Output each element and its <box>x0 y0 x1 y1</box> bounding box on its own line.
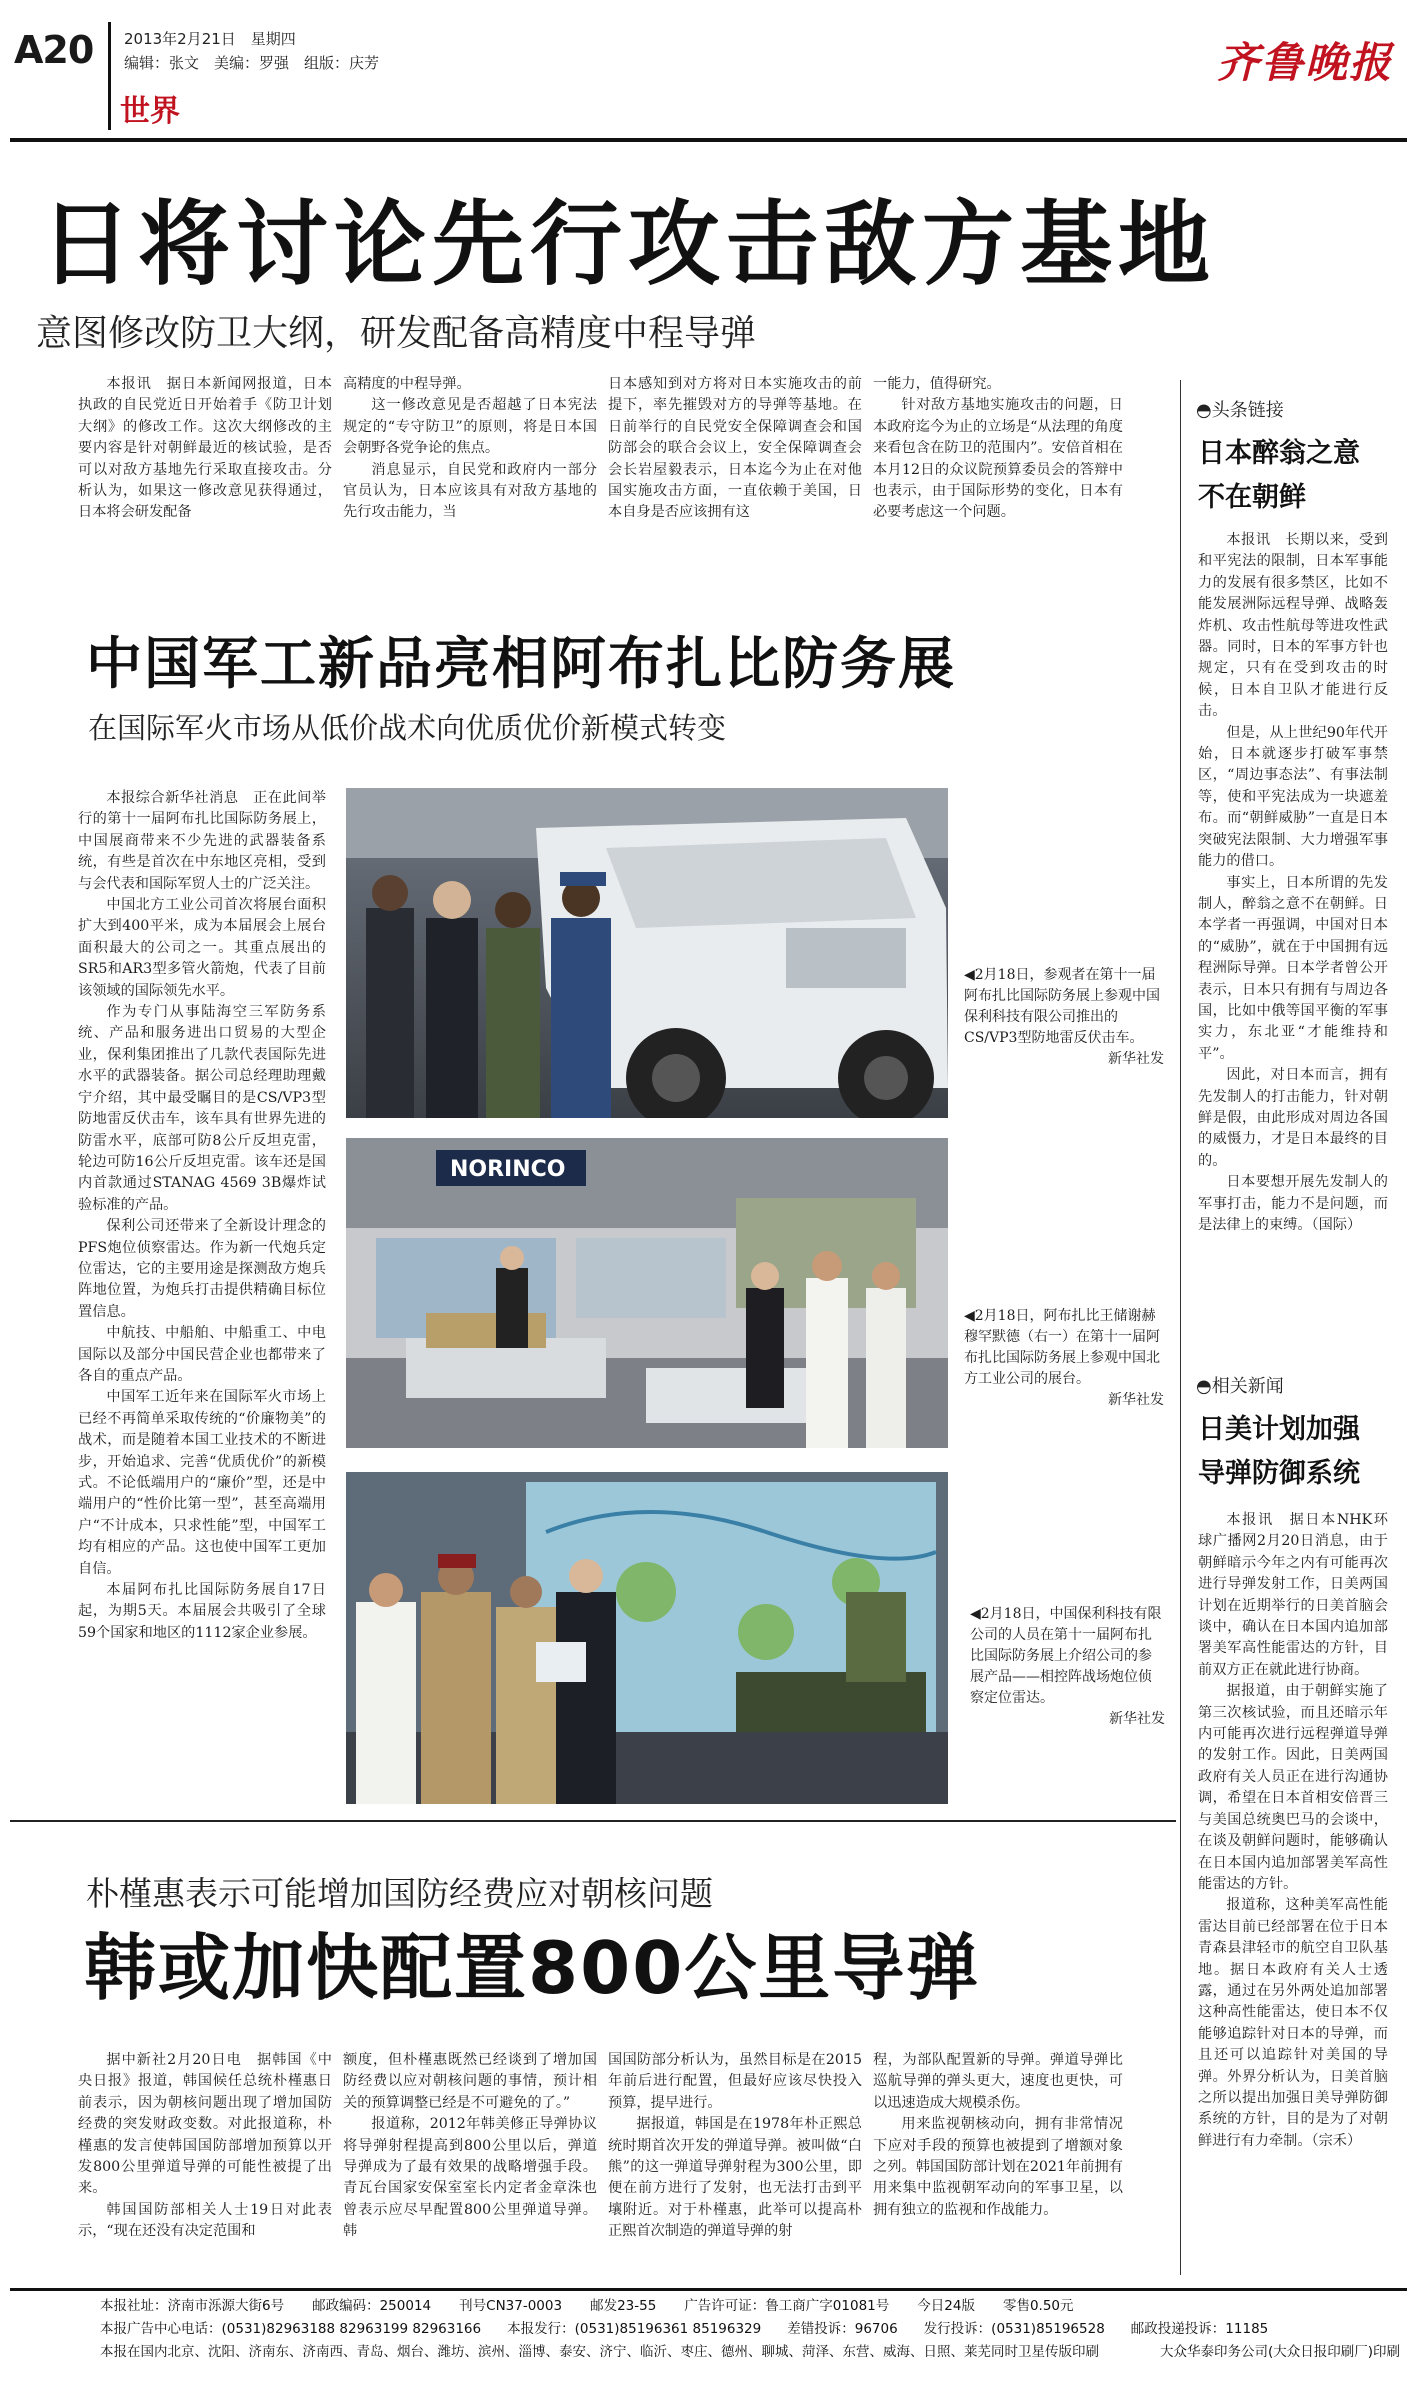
photo-armored-vehicle <box>346 788 948 1118</box>
lead-body-column <box>873 374 1123 564</box>
story2-headline: 中国军工新品亮相阿布扎比防务展 <box>86 632 956 697</box>
masthead-logo: 齐鲁晚报 <box>1216 38 1393 87</box>
paragraph: 针对敌方基地实施攻击的问题，日本政府迄今为止的立场是“从法理的角度来看包含在防卫的范围内”。安倍首相在本月12日的众议院预算委员会的答辩中也表示，由于国际形势的变化，日本有必要考虑这一个问题。 <box>873 397 1123 521</box>
footer-item: 本报社址：济南市泺源大街6号 <box>100 2298 285 2314</box>
header-rule <box>10 138 1407 142</box>
footer-rule <box>10 2288 1407 2291</box>
story3-headline: 韩或加快配置800公里导弹 <box>84 1926 981 2010</box>
paragraph: 但是，从上世纪90年代开始，日本就逐步打破军事禁区，“周边事态法”、有事法制等，使和平宪法成为一块遮羞布。而“朝鲜威胁”一直是日本突破宪法限制、大力增强军事能力的借口。 <box>1198 724 1388 870</box>
footer-item: 刊号CN37-0003 <box>459 2298 563 2314</box>
header-divider <box>108 22 111 130</box>
photo-caption-1: ◀2月18日，参观者在第十一届阿布扎比国际防务展上参观中国保利科技有限公司推出的CS/VP3型防地雷反伏击车。 新华社发 <box>964 967 1164 1067</box>
sidebar-body-2 <box>1198 1510 1388 2300</box>
story3-body-column <box>873 2050 1123 2272</box>
footer-item: 本报在国内北京、沈阳、济南东、济南西、青岛、烟台、潍坊、滨州、淄博、泰安、济宁、临沂、枣庄、德州、聊城、菏泽、东营、威海、日照、莱芜同时卫星传版印刷 <box>100 2344 1099 2360</box>
footer-row <box>100 2342 1400 2363</box>
norinco-sign: NORINCO <box>450 1157 566 1182</box>
lead-headline: 日将讨论先行攻击敌方基地 <box>40 191 1217 298</box>
circle-bullet-icon: ◓ <box>1196 400 1212 421</box>
paragraph: 因此，对日本而言，拥有先发制人的打击能力，针对朝鲜是假，由此形成对周边各国的威慑力，才是日本最终的目的。 <box>1198 1067 1388 1169</box>
paragraph: 日本感知到对方将对日本实施攻击的前提下，率先摧毁对方的导弹等基地。在日前举行的自民党安全保障调查会和国防部会的联合会议上，安全保障调查会会长岩屋毅表示，日本迄今为止在对他国实施攻击方面，一直依赖于美国，日本自身是否应该拥有这 <box>608 376 862 521</box>
paragraph: 日本要想开展先发制人的军事打击，能力不是问题，而是法律上的束缚。（国际） <box>1198 1174 1388 1233</box>
photo-caption-2: ◀2月18日，阿布扎比王储谢赫穆罕默德（右一）在第十一届阿布扎比国际防务展上参观中国北方工业公司的展台。 新华社发 <box>964 1308 1164 1408</box>
paragraph: 用来监视朝核动向，拥有非常情况下应对手段的预算也被提到了增额对象之列。韩国国防部计划在2021年前拥有用来集中监视朝军动向的军事卫星，以拥有独立的监视和作战能力。 <box>873 2116 1123 2218</box>
sidebar-headline-2: 日美计划加强 导弹防御系统 <box>1198 1414 1360 1489</box>
footer-item: 本报广告中心电话：(0531)82963188 82963199 82963166 <box>100 2321 482 2337</box>
paragraph: 保利公司还带来了全新设计理念的PFS炮位侦察雷达。作为新一代炮兵定位雷达，它的主要用途是探测敌方炮兵阵地位置，为炮兵打击提供精确目标位置信息。 <box>78 1218 326 1320</box>
paragraph: 本报讯 据日本新闻网报道，日本执政的自民党近日开始着手《防卫计划大纲》的修改工作。这次大纲修改的主要内容是针对朝鲜最近的核试验，是否可以对敌方基地先行采取直接攻击。分析认为，如果这一修改意见获得通过，日本将会研发配备 <box>78 376 332 521</box>
paragraph: 消息显示，自民党和政府内一部分官员认为，日本应该具有对敌方基地的先行攻击能力，当 <box>343 461 597 521</box>
footer-row <box>100 2296 1400 2317</box>
paragraph: 韩国国防部相关人士19日对此表示，“现在还没有决定范围和 <box>78 2201 332 2240</box>
paragraph: 报道称，2012年韩美修正导弹协议将导弹射程提高到800公里以后，弹道导弹成为了最有效果的战略增强手段。青瓦台国家安保室室长内定者金章洙也曾表示应尽早配置800公里弹道导弹。韩 <box>343 2116 597 2240</box>
paragraph: 本报讯 长期以来，受到和平宪法的限制，日本军事能力的发展有很多禁区，比如不能发展洲际远程导弹、战略轰炸机、攻击性航母等进攻性武器。同时，日本的军事方针也规定，只有在受到攻击的时候，日本自卫队才能进行反击。 <box>1198 532 1388 720</box>
sidebar-divider <box>1180 380 1181 2275</box>
sidebar-tag-1: ◓头条链接 <box>1196 400 1284 421</box>
story-divider <box>10 1820 1176 1822</box>
photo-norinco-booth <box>346 1138 948 1448</box>
photo-radar-display <box>346 1472 948 1804</box>
paragraph: 中航技、中船舶、中船重工、中电国际以及部分中国民营企业也都带来了各自的重点产品。 <box>78 1325 326 1384</box>
paragraph: 一能力，值得研究。 <box>873 376 1001 392</box>
footer-item: 差错投诉：96706 <box>787 2321 898 2337</box>
header-date: 2013年2月21日 星期四 <box>124 30 296 48</box>
lead-body-column <box>608 374 862 564</box>
story3-body-column <box>343 2050 597 2272</box>
paragraph: 高精度的中程导弹。 <box>343 376 471 392</box>
paragraph: 额度，但朴槿惠既然已经谈到了增加国防经费以应对朝核问题的事情，预计相关的预算调整已经是不可避免的了。” <box>343 2052 597 2111</box>
lead-body-column <box>78 374 332 564</box>
story2-subheadline: 在国际军火市场从低价战术向优质优价新模式转变 <box>88 711 727 745</box>
footer-item: 本报发行：(0531)85196361 85196329 <box>507 2321 762 2337</box>
header-editors: 编辑：张文 美编：罗强 组版：庆芳 <box>124 54 380 72</box>
story3-body-column <box>608 2050 862 2272</box>
lead-body-column <box>343 374 597 564</box>
paragraph: 事实上，日本所谓的先发制人，醉翁之意不在朝鲜。日本学者一再强调，中国对日本的“威胁”，就在于中国拥有远程洲际导弹。日本学者曾公开表示，日本只有拥有与周边各国，比如中俄等国平衡的军事实力，东北亚“才能维持和平”。 <box>1198 874 1388 1062</box>
paragraph: 程，为部队配置新的导弹。弹道导弹比巡航导弹的弹头更大，速度也更快，可以迅速造成大规模杀伤。 <box>873 2052 1123 2111</box>
circle-bullet-icon: ◓ <box>1196 1376 1212 1397</box>
footer-item: 零售0.50元 <box>1002 2298 1074 2314</box>
footer-item: 今日24版 <box>917 2298 975 2314</box>
footer-item: 邮政编码：250014 <box>312 2298 432 2314</box>
footer-item: 大众华泰印务公司(大众日报印刷厂)印刷 <box>1159 2344 1400 2360</box>
paragraph: 本届阿布扎比国际防务展自17日起，为期5天。本届展会共吸引了全球59个国家和地区的1112家企业参展。 <box>78 1582 326 1641</box>
paragraph: 报道称，这种美军高性能雷达目前已经部署在位于日本青森县津轻市的航空自卫队基地。据日本政府有关人士透露，通过在另外两处追加部署这种高性能雷达，使日本不仅能够追踪针对日本的导弹，而且还可以追踪针对美国的导弹。外界分析认为，日美首脑之所以提出加强日美导弹防御系统的方针，目的是为了对朝鲜进行有力牵制。（宗禾） <box>1198 1897 1388 2149</box>
paragraph: 本报讯 据日本NHK环球广播网2月20日消息，由于朝鲜暗示今年之内有可能再次进行导弹发射工作，日美两国计划在近期举行的日美首脑会谈中，确认在日本国内追加部署美军高性能雷达的方针，目前双方正在就此进行协商。 <box>1198 1512 1388 1678</box>
footer-item: 邮政投递投诉：11185 <box>1130 2321 1269 2337</box>
footer-item: 邮发23-55 <box>590 2298 657 2314</box>
sidebar-headline-1: 日本醉翁之意 不在朝鲜 <box>1198 438 1360 513</box>
paragraph: 中国军工近年来在国际军火市场上已经不再简单采取传统的“价廉物美”的战术，而是随着本国工业技术的不断进步，开始追求、完善“优质优价”的新模式。不论低端用户的“廉价”型，还是中端用户的“性价比第一型”，甚至高端用户“不计成本，只求性能”型，中国军工均有相应的产品。这也使中国军工更加自信。 <box>78 1389 326 1577</box>
story3-kicker: 朴槿惠表示可能增加国防经费应对朝核问题 <box>86 1874 713 1913</box>
lead-subheadline: 意图修改防卫大纲，研发配备高精度中程导弹 <box>36 313 757 354</box>
section-name: 世界 <box>120 94 180 129</box>
story2-body <box>78 788 326 1798</box>
sidebar-tag-2: ◓相关新闻 <box>1196 1376 1284 1397</box>
footer-item: 广告许可证：鲁工商广字01081号 <box>684 2298 890 2314</box>
photo-caption-3: ◀2月18日，中国保利科技有限公司的人员在第十一届阿布扎比国际防务展上介绍公司的参展产品——相控阵战场炮位侦察定位雷达。 新华社发 <box>970 1606 1165 1727</box>
story3-body-column <box>78 2050 332 2272</box>
sidebar-body-1 <box>1198 530 1388 1342</box>
paragraph: 据报道，韩国是在1978年朴正熙总统时期首次开发的弹道导弹。被叫做“白熊”的这一弹道导弹射程为300公里，即便在前方进行了发射，也无法打击到平壤附近。对于朴槿惠，此举可以提高朴正熙首次制造的弹道导弹的射 <box>608 2116 862 2240</box>
paragraph: 这一修改意见是否超越了日本宪法规定的“专守防卫”的原则，将是日本国会朝野各党争论的焦点。 <box>343 397 597 457</box>
paragraph: 本报综合新华社消息 正在此间举行的第十一届阿布扎比国际防务展上，中国展商带来不少先进的武器装备系统，有些是首次在中东地区亮相，受到与会代表和国际军贸人士的广泛关注。 <box>78 790 326 892</box>
paragraph: 国国防部分析认为，虽然目标是在2015年前后进行配置，但最好应该尽快投入预算，提早进行。 <box>608 2052 862 2111</box>
footer-item: 发行投诉：(0531)85196528 <box>923 2321 1105 2337</box>
paragraph: 据报道，由于朝鲜实施了第三次核试验，而且还暗示年内可能再次进行远程弹道导弹的发射工作。因此，日美两国政府有关人员正在进行沟通协调，希望在日本首相安倍晋三与美国总统奥巴马的会谈中，在谈及朝鲜问题时，能够确认在日本国内追加部署美军高性能雷达的方针。 <box>1198 1683 1388 1892</box>
paragraph: 中国北方工业公司首次将展台面积扩大到400平米，成为本届展会上展台面积最大的公司之一。其重点展出的SR5和AR3型多管火箭炮，代表了目前该领域的国际领先水平。 <box>78 897 326 999</box>
paragraph: 作为专门从事陆海空三军防务系统、产品和服务进出口贸易的大型企业，保利集团推出了几款代表国际先进水平的武器装备。据公司总经理助理戴宁介绍，其中最受瞩目的是CS/VP3型防地雷反伏击车，该车具有世界先进的防雷水平，底部可防8公斤反坦克雷，轮边可防16公斤反坦克雷。该车还是国内首款通过STANAG 4569 3B爆炸试验标准的产品。 <box>78 1004 326 1213</box>
paragraph: 据中新社2月20日电 据韩国《中央日报》报道，韩国候任总统朴槿惠日前表示，因为朝核问题出现了增加国防经费的突发财政变数。对此报道称，朴槿惠的发言使韩国国防部增加预算以开发800公里弹道导弹的可能性被提了出来。 <box>78 2052 332 2197</box>
footer-row <box>100 2319 1400 2340</box>
page-number: A20 <box>14 28 94 72</box>
